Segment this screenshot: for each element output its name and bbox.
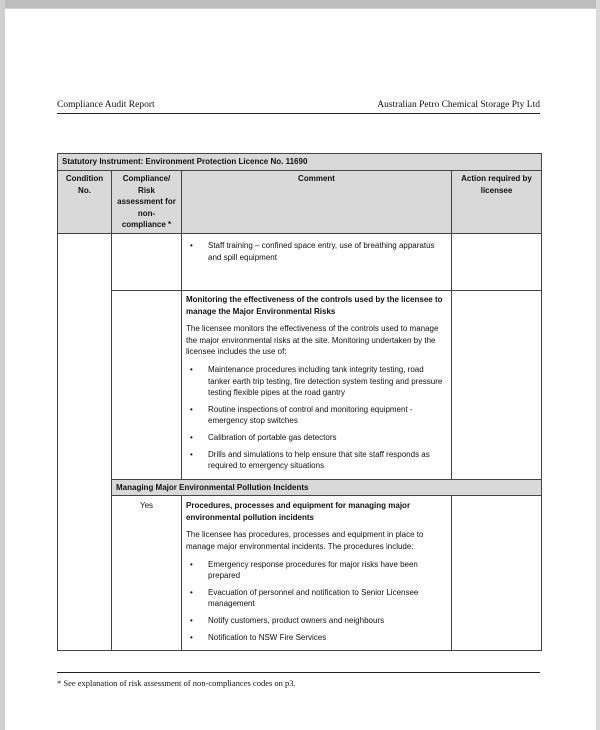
bullet-icon: •	[190, 364, 193, 374]
list-item: • Staff training – confined space entry, use of breathing apparatus and spill equipment	[190, 240, 435, 262]
bullet-icon: •	[190, 404, 193, 414]
header-divider	[57, 113, 540, 114]
footer-divider	[57, 672, 540, 673]
footnote: * See explanation of risk assessment of non-compliances codes on p3.	[57, 678, 296, 688]
table-row	[58, 496, 542, 651]
table-header-row	[58, 171, 542, 234]
list-item: • Routine inspections of control and monitoring equipment - emergency stop switches	[190, 404, 413, 426]
comment-cell	[182, 290, 452, 479]
compliance-cell	[112, 290, 182, 479]
action-cell	[452, 496, 542, 651]
condition-cell	[58, 233, 112, 479]
comment-cell	[182, 496, 452, 651]
list-item: • Notify customers, product owners and neighbours	[190, 616, 385, 626]
action-cell	[452, 233, 542, 290]
bullet-icon: •	[190, 449, 193, 459]
condition-cell	[58, 479, 112, 496]
col-comment-header: Comment	[182, 171, 452, 234]
viewer-top-border	[0, 0, 600, 8]
list-item: • Drills and simulations to help ensure that site staff responds as required to emergency situations	[190, 449, 430, 471]
viewer-right-border	[596, 0, 600, 730]
company-name: Australian Petro Chemical Storage Pty Ltd	[377, 100, 540, 110]
viewer-left-border	[0, 0, 5, 730]
bullet-icon: •	[190, 432, 193, 442]
col-compliance-header: Compliance/ Risk assessment for non-compliance *	[112, 171, 182, 234]
bullet-icon: •	[190, 616, 193, 626]
audit-table	[57, 153, 542, 651]
list-item: • Evacuation of personnel and notification to Senior Licensee management	[190, 587, 419, 609]
table-title: Statutory Instrument: Environment Protection Licence No. 11690	[58, 154, 542, 171]
section-heading: Managing Major Environmental Pollution Incidents	[112, 479, 542, 496]
bullet-icon: •	[190, 559, 193, 569]
comment-bullets	[186, 364, 447, 472]
comment-cell	[182, 233, 452, 290]
bullet-icon: •	[190, 587, 193, 597]
comment-paragraph: The licensee has procedures, processes and equipment in place to manage major environmental incidents. The procedures include:	[186, 530, 424, 552]
condition-cell	[58, 496, 112, 651]
comment-heading: Procedures, processes and equipment for managing major environmental pollution incidents	[186, 501, 411, 522]
list-item: • Maintenance procedures including tank integrity testing, road tanker earth trip testing, fire detection system testing and pressure testing flexible pipes at the road gantry	[190, 364, 443, 398]
comment-heading: Monitoring the effectiveness of the controls used by the licensee to manage the Major Environmental Risks	[186, 294, 443, 316]
col-condition-header: Condition No.	[58, 171, 112, 234]
list-item: • Emergency response procedures for major risks have been prepared	[190, 559, 418, 581]
table-row	[58, 233, 542, 290]
list-item: • Calibration of portable gas detectors	[190, 432, 337, 442]
compliance-cell	[112, 233, 182, 290]
bullet-icon: •	[190, 632, 193, 642]
report-title: Compliance Audit Report	[57, 100, 155, 110]
bullet-icon: •	[190, 240, 193, 250]
col-action-header: Action required by licensee	[452, 171, 542, 234]
compliance-cell: Yes	[112, 496, 182, 651]
comment-bullets	[186, 559, 447, 644]
list-item: • Notification to NSW Fire Services	[190, 632, 327, 642]
comment-paragraph: The licensee monitors the effectiveness of the controls used to manage the major environmental risks at the site. Monitoring undertaken by the licensee includes the use of:	[186, 324, 439, 357]
table-title-row	[58, 154, 542, 171]
section-row	[58, 479, 542, 496]
action-cell	[452, 290, 542, 479]
table-row	[58, 290, 542, 479]
